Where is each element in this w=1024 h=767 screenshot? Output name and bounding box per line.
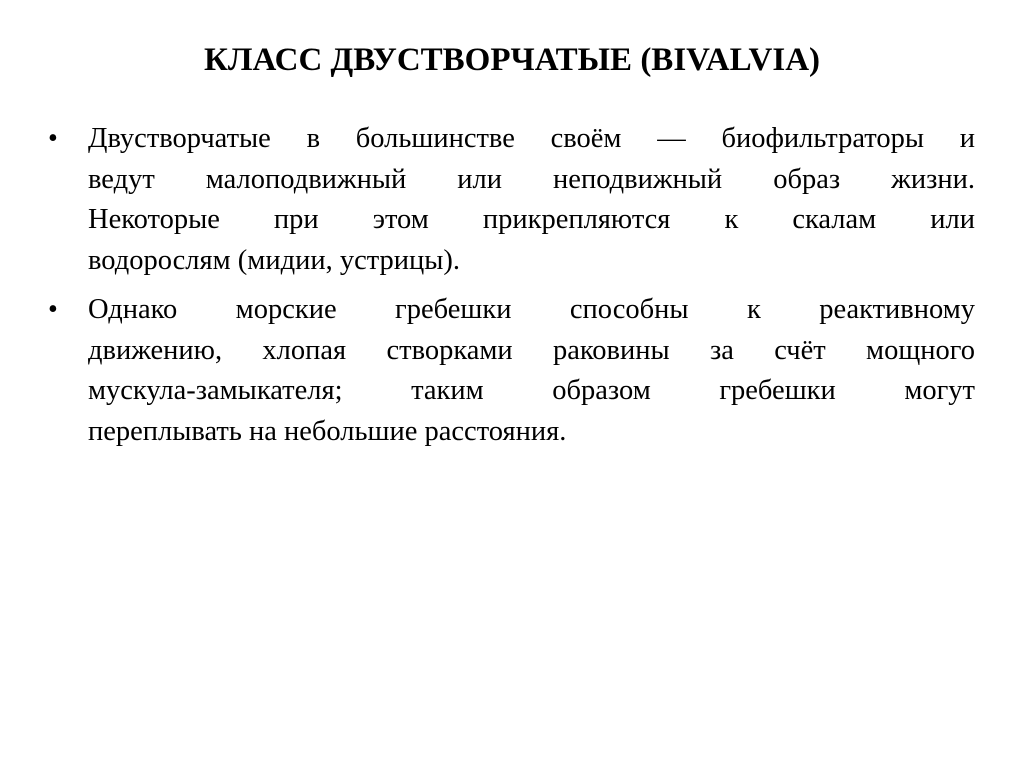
text-line: мускула-замыкателя; таким образом гребешки могут	[88, 375, 975, 406]
bullet-marker: •	[48, 123, 58, 154]
text-line: водорослям (мидии, устрицы).	[88, 244, 461, 276]
text-line: Некоторые при этом прикрепляются к скалам или	[88, 204, 975, 235]
bullet-item	[48, 290, 978, 452]
bullet-text	[88, 119, 975, 281]
bullet-text	[88, 290, 975, 452]
text-line: переплывать на небольшие расстояния.	[88, 415, 567, 447]
text-line: Двустворчатые в большинстве своём — биофильтраторы и	[88, 123, 975, 154]
bullet-marker: •	[48, 294, 58, 325]
text-line: движению, хлопая створками раковины за счёт мощного	[88, 334, 975, 366]
bullet-item	[48, 119, 978, 281]
slide-title: КЛАСС ДВУСТВОРЧАТЫЕ (BIVALVIA)	[203, 42, 821, 78]
text-line: ведут малоподвижный или неподвижный образ жизни.	[88, 163, 975, 195]
text-line: Однако морские гребешки способны к реактивному	[88, 294, 975, 325]
